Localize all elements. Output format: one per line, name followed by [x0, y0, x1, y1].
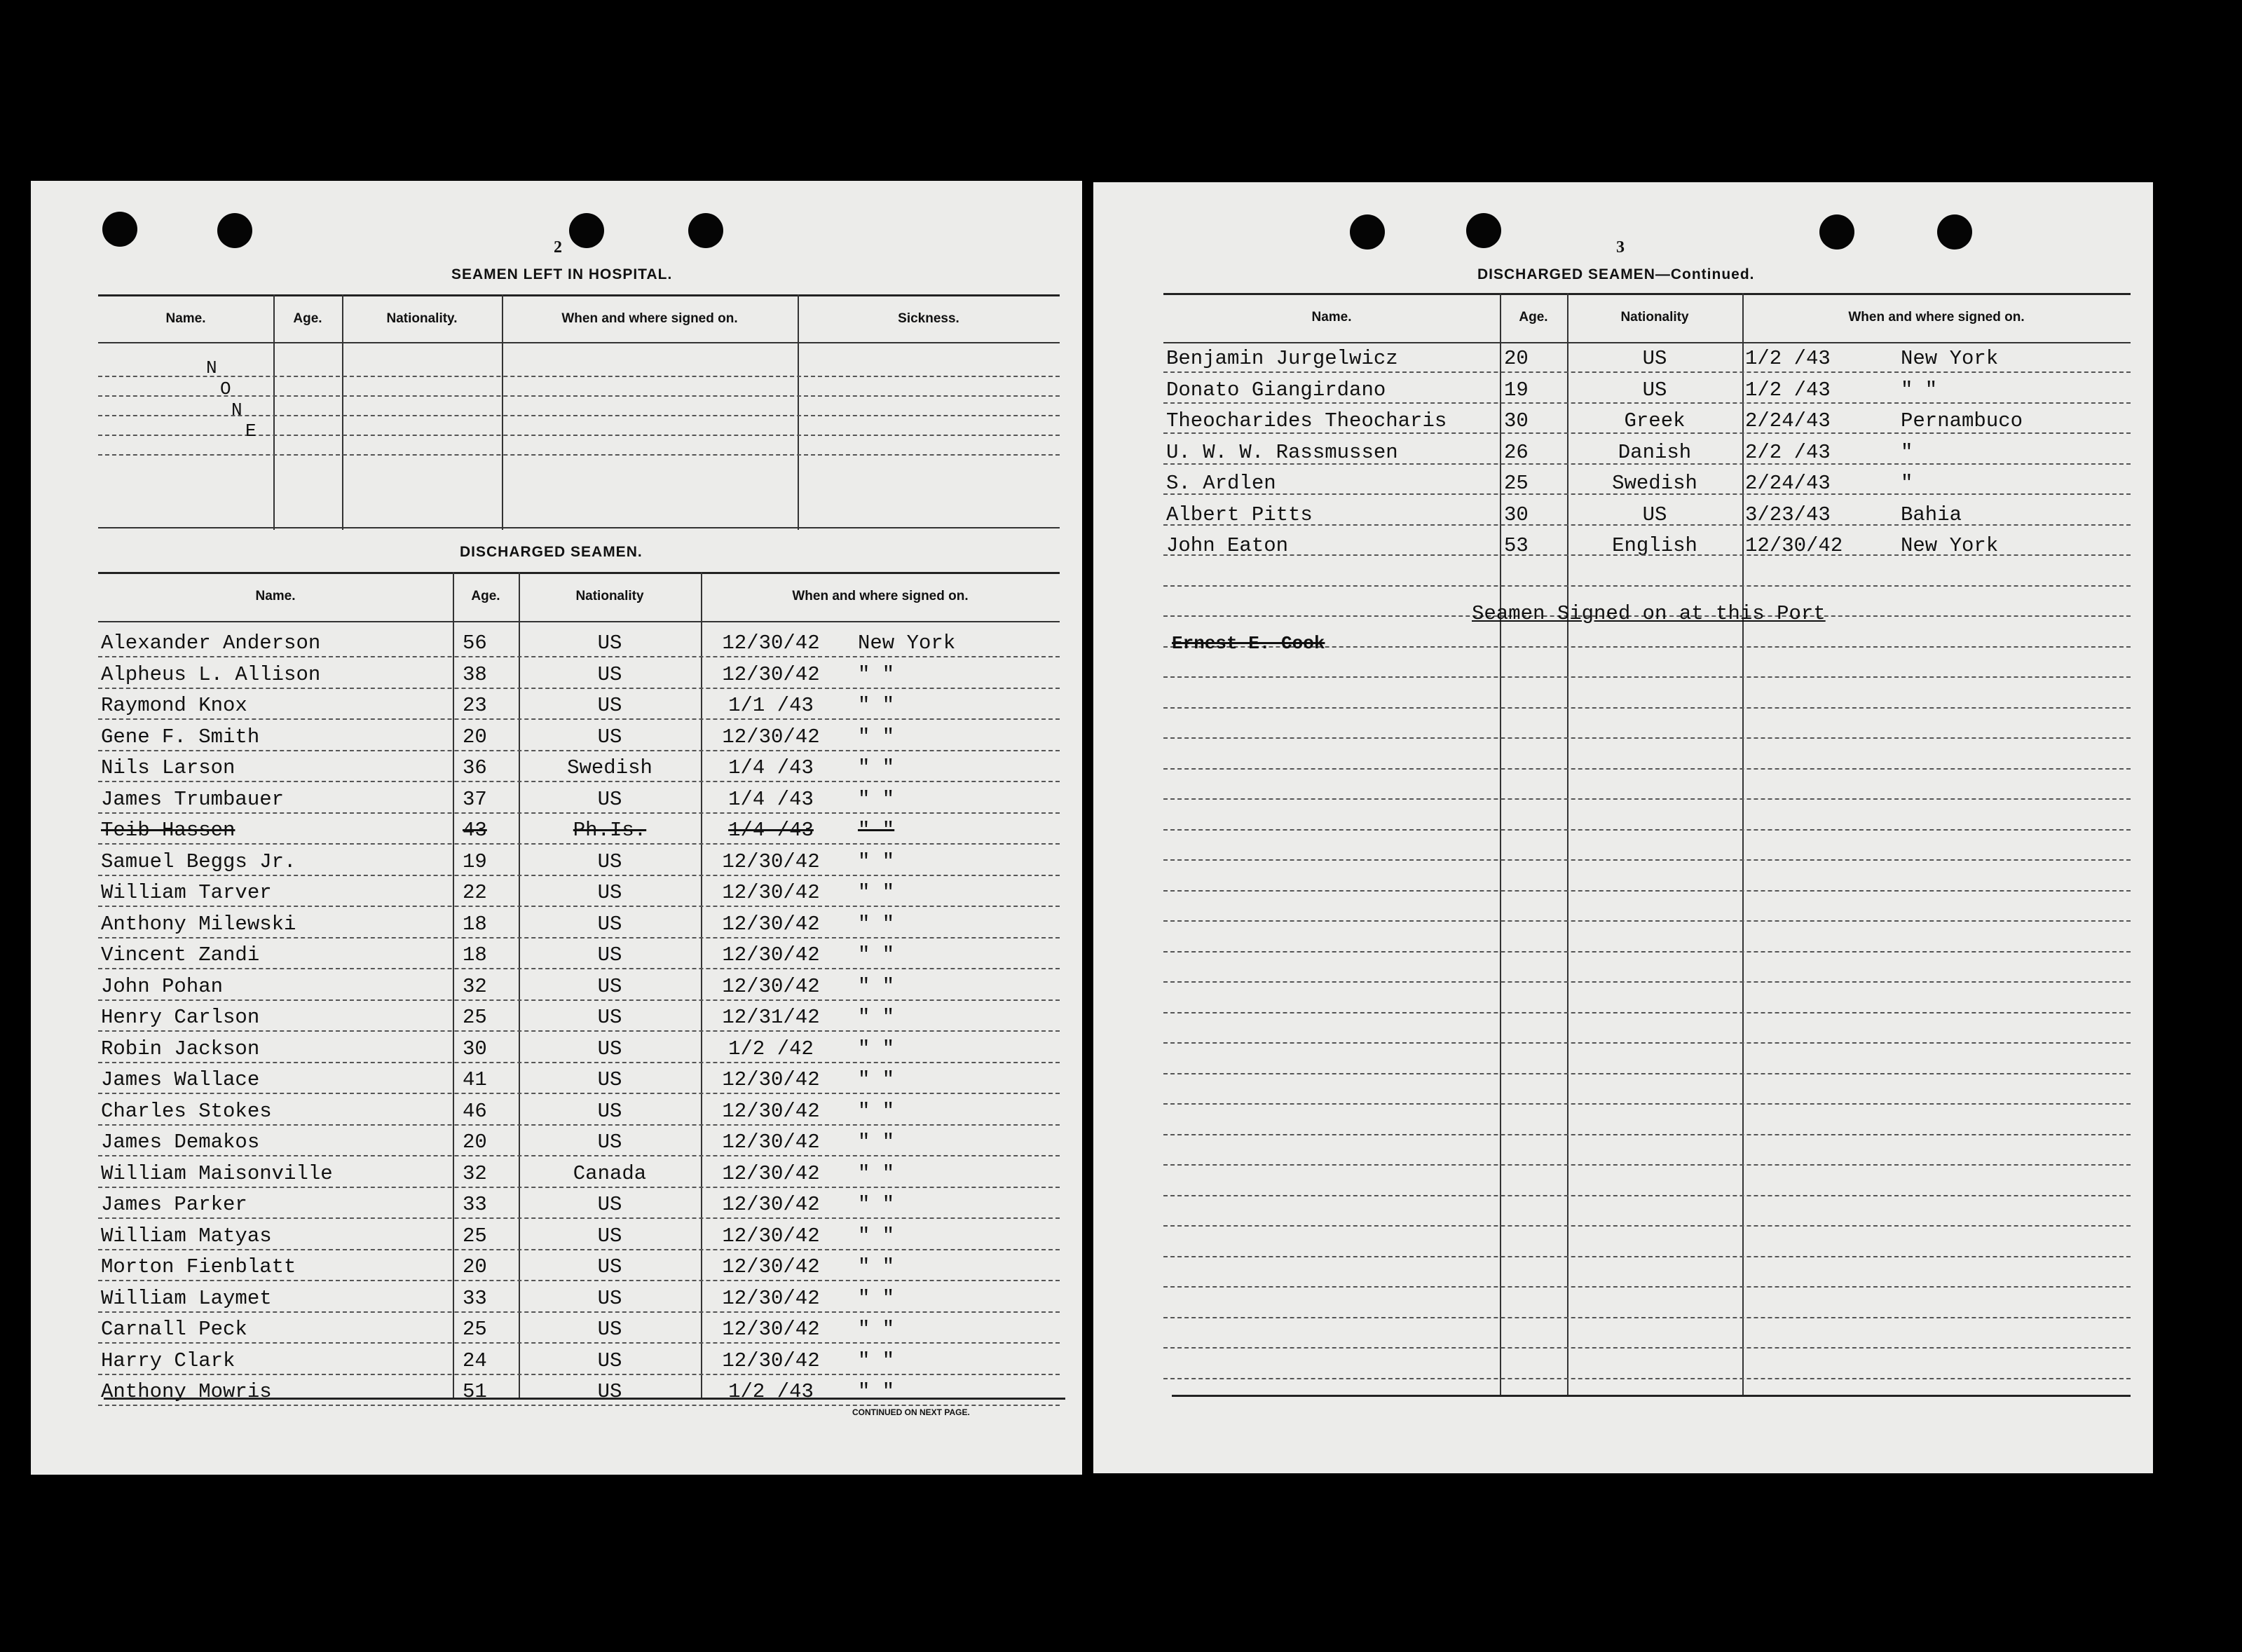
column-header: Sickness.: [898, 311, 959, 326]
signed-on-place: " ": [858, 881, 895, 904]
signed-on-date: 12/30/42: [722, 849, 820, 873]
struck-name: Ernest E. Cook: [1172, 633, 1325, 654]
signed-on-place: " ": [858, 694, 895, 717]
signed-on-date: 1/1 /43: [728, 694, 814, 717]
seaman-age: 19: [463, 849, 487, 873]
dotted-row-line: [98, 718, 1060, 720]
signed-on-place: ": [1901, 472, 1913, 495]
column-divider: [453, 572, 454, 1399]
dotted-row-line: [98, 1217, 1060, 1219]
signed-on-date: 12/30/42: [722, 1224, 820, 1248]
seaman-nationality: US: [597, 694, 622, 717]
dotted-row-line: [1163, 920, 2131, 922]
signed-on-date: 12/30/42: [722, 943, 820, 967]
dotted-row-line: [1163, 890, 2131, 892]
punch-hole: [1466, 213, 1501, 248]
dotted-row-line: [98, 454, 1060, 456]
seaman-age: 32: [463, 1161, 487, 1185]
punch-hole: [1350, 214, 1385, 250]
seaman-age: 19: [1504, 378, 1529, 402]
signed-on-date: 1/4 /43: [728, 819, 814, 842]
column-header: When and where signed on.: [1848, 310, 2025, 325]
rule: [98, 572, 1060, 574]
punch-hole: [1937, 214, 1972, 250]
seaman-name: Nils Larson: [101, 756, 235, 779]
column-header: Name.: [255, 589, 296, 603]
signed-on-date: 12/30/42: [722, 1349, 820, 1372]
signed-on-date: 2/24/43: [1745, 472, 1831, 495]
dotted-row-line: [1163, 1256, 2131, 1257]
signed-on-date: 12/30/42: [722, 1286, 820, 1310]
seaman-age: 25: [463, 1224, 487, 1248]
dotted-row-line: [98, 1374, 1060, 1375]
dotted-row-line: [1163, 432, 2131, 434]
column-divider: [701, 572, 702, 1399]
signed-on-place: " ": [858, 819, 895, 842]
seaman-name: Theocharides Theocharis: [1166, 409, 1447, 432]
seaman-nationality: US: [597, 912, 622, 936]
column-header: When and where signed on.: [561, 311, 738, 326]
none-letter: N: [206, 357, 217, 378]
rule: [104, 1398, 1065, 1400]
column-header: Age.: [471, 589, 500, 603]
dotted-row-line: [98, 1342, 1060, 1344]
signed-on-place: New York: [1901, 534, 1999, 557]
dotted-row-line: [1163, 493, 2131, 495]
signed-on-place: " ": [858, 787, 895, 811]
dotted-row-line: [1163, 981, 2131, 983]
signed-on-date: 2/24/43: [1745, 409, 1831, 432]
column-header: Name.: [165, 311, 206, 326]
seaman-name: Vincent Zandi: [101, 943, 260, 967]
dotted-row-line: [98, 1062, 1060, 1063]
dotted-row-line: [98, 937, 1060, 938]
seaman-nationality: English: [1612, 534, 1697, 557]
seaman-age: 37: [463, 787, 487, 811]
column-header: When and where signed on.: [792, 589, 969, 603]
dotted-row-line: [98, 415, 1060, 416]
dotted-row-line: [98, 688, 1060, 689]
signed-on-place: New York: [1901, 347, 1999, 370]
seaman-name: James Demakos: [101, 1131, 260, 1154]
dotted-row-line: [1163, 1317, 2131, 1318]
dotted-row-line: [1163, 951, 2131, 953]
seaman-name: Teib Hassen: [101, 819, 235, 842]
dotted-row-line: [1163, 1225, 2131, 1227]
dotted-row-line: [98, 999, 1060, 1001]
seaman-nationality: US: [597, 1006, 622, 1029]
seaman-name: Alpheus L. Allison: [101, 662, 321, 686]
dotted-row-line: [1163, 1286, 2131, 1288]
column-divider: [519, 572, 520, 1399]
right-page: [1093, 182, 2153, 1473]
signed-on-place: " ": [858, 1037, 895, 1060]
signed-on-place: " ": [858, 1255, 895, 1278]
dotted-row-line: [98, 1030, 1060, 1032]
signed-on-date: 12/30/42: [722, 974, 820, 998]
signed-on-place: " ": [858, 662, 895, 686]
seaman-age: 18: [463, 912, 487, 936]
seaman-nationality: Canada: [573, 1161, 647, 1185]
seaman-age: 20: [463, 725, 487, 749]
column-divider: [1567, 293, 1568, 1395]
seaman-name: Donato Giangirdano: [1166, 378, 1386, 402]
signed-on-place: " ": [858, 725, 895, 749]
seaman-age: 53: [1504, 534, 1529, 557]
signed-on-date: 12/30/42: [722, 1068, 820, 1091]
seaman-name: Robin Jackson: [101, 1037, 260, 1060]
page-number: 3: [1616, 238, 1625, 257]
column-divider: [342, 294, 343, 530]
seaman-name: Carnall Peck: [101, 1318, 247, 1341]
seaman-age: 30: [1504, 409, 1529, 432]
dotted-row-line: [1163, 1042, 2131, 1044]
seaman-age: 46: [463, 1099, 487, 1123]
seaman-nationality: US: [597, 974, 622, 998]
signed-on-date: 12/30/42: [722, 1099, 820, 1123]
seaman-nationality: Danish: [1618, 440, 1692, 464]
signed-on-date: 1/4 /43: [728, 756, 814, 779]
dotted-row-line: [1163, 1012, 2131, 1013]
seaman-age: 56: [463, 632, 487, 655]
dotted-row-line: [98, 656, 1060, 657]
seaman-age: 25: [1504, 472, 1529, 495]
dotted-row-line: [98, 395, 1060, 397]
seaman-nationality: US: [1642, 503, 1667, 526]
dotted-row-line: [1163, 463, 2131, 465]
seaman-age: 43: [463, 819, 487, 842]
signed-on-date: 1/4 /43: [728, 787, 814, 811]
dotted-row-line: [1163, 1195, 2131, 1196]
seaman-age: 25: [463, 1006, 487, 1029]
signed-on-date: 2/2 /43: [1745, 440, 1831, 464]
column-divider: [273, 294, 275, 530]
column-header: Name.: [1311, 310, 1352, 325]
signed-on-date: 1/2 /43: [1745, 347, 1831, 370]
signed-on-place: Bahia: [1901, 503, 1962, 526]
punch-hole: [688, 213, 723, 248]
signed-on-place: New York: [858, 632, 956, 655]
seaman-nationality: US: [597, 1224, 622, 1248]
signed-on-place: " ": [858, 1068, 895, 1091]
signed-on-date: 12/30/42: [722, 1131, 820, 1154]
seaman-age: 20: [463, 1255, 487, 1278]
punch-hole: [217, 213, 252, 248]
signed-on-place: " ": [858, 1286, 895, 1310]
seaman-nationality: US: [597, 725, 622, 749]
dotted-row-line: [98, 843, 1060, 845]
seaman-nationality: US: [597, 787, 622, 811]
dotted-row-line: [98, 875, 1060, 876]
seaman-nationality: US: [1642, 378, 1667, 402]
dotted-row-line: [1163, 524, 2131, 526]
seaman-nationality: US: [597, 1068, 622, 1091]
seaman-nationality: US: [597, 881, 622, 904]
seaman-name: William Maisonville: [101, 1161, 333, 1185]
seaman-nationality: US: [597, 662, 622, 686]
rule: [98, 294, 1060, 296]
column-header: Nationality.: [386, 311, 458, 326]
seaman-nationality: US: [597, 1193, 622, 1216]
seaman-nationality: Swedish: [567, 756, 652, 779]
punch-hole: [102, 212, 137, 247]
punch-hole: [569, 213, 604, 248]
seaman-nationality: US: [597, 632, 622, 655]
seaman-age: 51: [463, 1380, 487, 1403]
column-divider: [1500, 293, 1501, 1395]
none-letter: E: [245, 421, 257, 442]
seaman-age: 23: [463, 694, 487, 717]
signed-on-place: " ": [858, 1318, 895, 1341]
dotted-row-line: [1163, 1103, 2131, 1105]
signed-on-date: 12/30/42: [722, 725, 820, 749]
signed-on-place: " ": [858, 1131, 895, 1154]
page-number: 2: [554, 238, 562, 257]
seaman-nationality: US: [597, 1380, 622, 1403]
column-divider: [798, 294, 799, 530]
dotted-row-line: [1163, 1347, 2131, 1349]
signed-on-place: " ": [858, 1161, 895, 1185]
dotted-row-line: [1163, 798, 2131, 800]
rule: [1172, 1395, 2131, 1397]
seaman-age: 24: [463, 1349, 487, 1372]
dotted-row-line: [1163, 402, 2131, 404]
seaman-age: 30: [463, 1037, 487, 1060]
dotted-row-line: [98, 1124, 1060, 1126]
seaman-age: 18: [463, 943, 487, 967]
dotted-row-line: [1163, 371, 2131, 373]
hospital-section-title: SEAMEN LEFT IN HOSPITAL.: [451, 266, 673, 282]
seaman-name: William Matyas: [101, 1224, 272, 1248]
seaman-age: 32: [463, 974, 487, 998]
seaman-nationality: US: [597, 849, 622, 873]
seaman-age: 30: [1504, 503, 1529, 526]
signed-on-place: Pernambuco: [1901, 409, 2023, 432]
dotted-row-line: [1163, 554, 2131, 556]
signed-on-place: " ": [858, 1006, 895, 1029]
signed-on-date: 1/2 /43: [1745, 378, 1831, 402]
dotted-row-line: [98, 1280, 1060, 1281]
left-page: [31, 181, 1082, 1475]
seaman-name: U. W. W. Rassmussen: [1166, 440, 1398, 464]
dotted-row-line: [1163, 1134, 2131, 1135]
dotted-row-line: [98, 968, 1060, 969]
signed-on-place: " ": [858, 849, 895, 873]
signed-on-place: " ": [858, 943, 895, 967]
seaman-nationality: Swedish: [1612, 472, 1697, 495]
seaman-name: Gene F. Smith: [101, 725, 260, 749]
continued-section-title: DISCHARGED SEAMEN—Continued.: [1477, 266, 1755, 282]
seaman-nationality: US: [1642, 347, 1667, 370]
seaman-age: 36: [463, 756, 487, 779]
seaman-name: Alexander Anderson: [101, 632, 321, 655]
dotted-row-line: [98, 906, 1060, 907]
signed-on-date: 12/30/42: [722, 662, 820, 686]
dotted-row-line: [98, 1155, 1060, 1156]
signed-on-date: 12/30/42: [722, 912, 820, 936]
seaman-nationality: US: [597, 1255, 622, 1278]
seaman-name: James Wallace: [101, 1068, 260, 1091]
signed-on-place: ": [1901, 440, 1913, 464]
seaman-name: Samuel Beggs Jr.: [101, 849, 296, 873]
signed-on-heading: Seamen Signed on at this Port: [1472, 602, 1826, 625]
dotted-row-line: [1163, 1378, 2131, 1379]
column-header: Nationality: [575, 589, 644, 603]
signed-on-date: 12/30/42: [722, 632, 820, 655]
seaman-nationality: US: [597, 1099, 622, 1123]
seaman-nationality: US: [597, 1318, 622, 1341]
rule: [1163, 342, 2131, 343]
rule: [98, 527, 1060, 528]
signed-on-place: " ": [858, 912, 895, 936]
signed-on-place: " ": [858, 1099, 895, 1123]
seaman-age: 22: [463, 881, 487, 904]
seaman-nationality: Greek: [1624, 409, 1686, 432]
dotted-row-line: [1163, 768, 2131, 770]
signed-on-date: 12/30/42: [722, 1193, 820, 1216]
rule: [98, 621, 1060, 622]
seaman-name: Charles Stokes: [101, 1099, 272, 1123]
continued-note: CONTINUED ON NEXT PAGE.: [852, 1407, 970, 1417]
signed-on-date: 12/30/42: [722, 1318, 820, 1341]
dotted-row-line: [1163, 859, 2131, 861]
seaman-nationality: US: [597, 1349, 622, 1372]
signed-on-date: 3/23/43: [1745, 503, 1831, 526]
dotted-row-line: [1163, 737, 2131, 739]
signed-on-date: 12/30/42: [722, 1255, 820, 1278]
seaman-name: Anthony Milewski: [101, 912, 296, 936]
signed-on-date: 1/2 /43: [728, 1380, 814, 1403]
dotted-row-line: [98, 812, 1060, 814]
dotted-row-line: [98, 1187, 1060, 1188]
dotted-row-line: [98, 376, 1060, 377]
seaman-name: William Tarver: [101, 881, 272, 904]
seaman-name: Albert Pitts: [1166, 503, 1313, 526]
seaman-age: 33: [463, 1286, 487, 1310]
signed-on-date: 1/2 /42: [728, 1037, 814, 1060]
signed-on-place: " ": [858, 1349, 895, 1372]
seaman-name: William Laymet: [101, 1286, 272, 1310]
seaman-nationality: US: [597, 943, 622, 967]
seaman-name: John Eaton: [1166, 534, 1289, 557]
seaman-name: James Trumbauer: [101, 787, 285, 811]
seaman-name: John Pohan: [101, 974, 224, 998]
signed-on-place: " ": [858, 974, 895, 998]
column-header: Age.: [293, 311, 322, 326]
punch-hole: [1819, 214, 1854, 250]
signed-on-date: 12/30/42: [722, 881, 820, 904]
seaman-age: 25: [463, 1318, 487, 1341]
seaman-name: Raymond Knox: [101, 694, 247, 717]
seaman-age: 20: [1504, 347, 1529, 370]
dotted-row-line: [1163, 707, 2131, 709]
none-letter: O: [220, 378, 231, 400]
signed-on-place: " ": [1901, 378, 1938, 402]
seaman-name: Harry Clark: [101, 1349, 235, 1372]
dotted-row-line: [98, 1311, 1060, 1313]
signed-on-date: 12/30/42: [722, 1161, 820, 1185]
dotted-row-line: [98, 750, 1060, 751]
seaman-nationality: US: [597, 1286, 622, 1310]
seaman-age: 20: [463, 1131, 487, 1154]
rule: [1163, 293, 2131, 295]
none-letter: N: [231, 400, 242, 421]
seaman-age: 33: [463, 1193, 487, 1216]
seaman-nationality: US: [597, 1131, 622, 1154]
seaman-age: 41: [463, 1068, 487, 1091]
seaman-name: Morton Fienblatt: [101, 1255, 296, 1278]
dotted-row-line: [98, 1249, 1060, 1250]
signed-on-place: " ": [858, 1380, 895, 1403]
dotted-row-line: [1163, 1073, 2131, 1074]
seaman-name: Benjamin Jurgelwicz: [1166, 347, 1398, 370]
signed-on-place: " ": [858, 756, 895, 779]
column-header: Age.: [1519, 310, 1548, 325]
dotted-row-line: [1163, 676, 2131, 678]
seaman-nationality: Ph.Is.: [573, 819, 647, 842]
seaman-nationality: US: [597, 1037, 622, 1060]
signed-on-date: 12/31/42: [722, 1006, 820, 1029]
column-divider: [502, 294, 503, 530]
dotted-row-line: [98, 435, 1060, 436]
signed-on-date: 12/30/42: [1745, 534, 1843, 557]
dotted-row-line: [1163, 585, 2131, 587]
seaman-age: 38: [463, 662, 487, 686]
signed-on-place: " ": [858, 1224, 895, 1248]
signed-on-place: " ": [858, 1193, 895, 1216]
seaman-name: Henry Carlson: [101, 1006, 260, 1029]
dotted-row-line: [98, 1093, 1060, 1094]
dotted-row-line: [98, 781, 1060, 782]
seaman-name: S. Ardlen: [1166, 472, 1276, 495]
rule: [98, 342, 1060, 343]
dotted-row-line: [1163, 1164, 2131, 1166]
dotted-row-line: [1163, 829, 2131, 831]
discharged-section-title: DISCHARGED SEAMEN.: [460, 544, 643, 560]
seaman-age: 26: [1504, 440, 1529, 464]
seaman-name: Anthony Mowris: [101, 1380, 272, 1403]
column-divider: [1742, 293, 1744, 1395]
seaman-name: James Parker: [101, 1193, 247, 1216]
dotted-row-line: [98, 1405, 1060, 1406]
column-header: Nationality: [1620, 310, 1689, 325]
